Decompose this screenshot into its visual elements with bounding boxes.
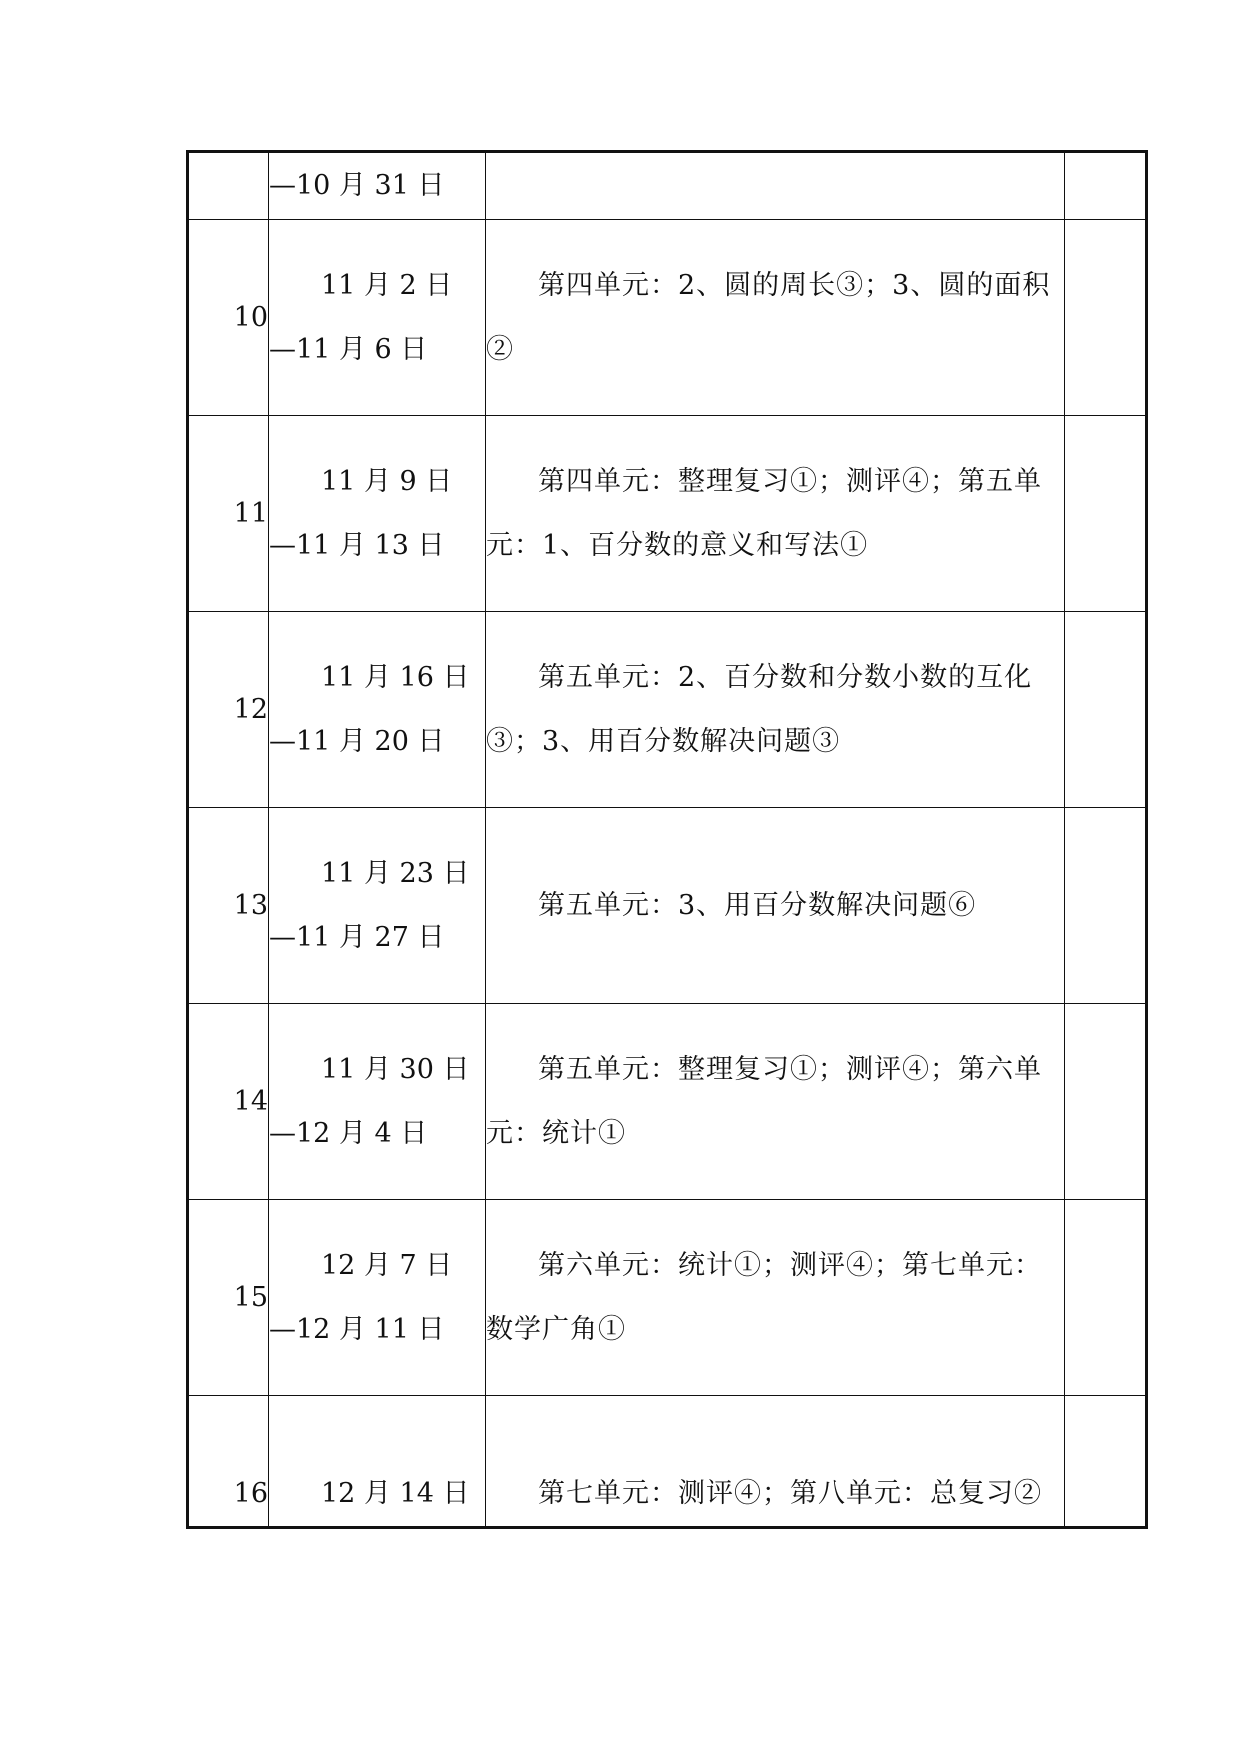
date-start: 12 月 14 日 (321, 1478, 470, 1509)
table-row (188, 220, 1147, 416)
content-text: 第五单元：2、百分数和分数小数的互化③；3、用百分数解决问题③ (486, 661, 1033, 757)
date-cell (269, 152, 486, 220)
table-row (188, 612, 1147, 808)
note-cell (1065, 1200, 1147, 1396)
date-end: —10 月 31 日 (269, 170, 445, 201)
date-end: —11 月 13 日 (269, 529, 445, 561)
table-row (188, 1200, 1147, 1396)
date-start: 11 月 23 日 (321, 857, 470, 889)
week-cell (188, 152, 269, 220)
date-start: 11 月 9 日 (321, 465, 453, 497)
note-cell (1065, 220, 1147, 416)
teaching-schedule-table (186, 150, 1148, 1529)
date-start: 12 月 7 日 (321, 1249, 453, 1281)
date-start: 11 月 16 日 (321, 661, 470, 693)
content-text: 第五单元：整理复习①；测评④；第六单元：统计① (486, 1053, 1042, 1149)
note-cell (1065, 1004, 1147, 1200)
date-end: —11 月 27 日 (269, 921, 445, 953)
content-cell (486, 220, 1065, 416)
date-cell (269, 1004, 486, 1200)
table-row (188, 808, 1147, 1004)
content-text: 第六单元：统计①；测评④；第七单元：数学广角① (486, 1249, 1042, 1345)
date-cell (269, 220, 486, 416)
week-cell: 11 (188, 416, 269, 612)
note-cell (1065, 1396, 1147, 1528)
date-end: —11 月 20 日 (269, 725, 445, 757)
week-cell: 10 (188, 220, 269, 416)
date-start: 11 月 2 日 (321, 269, 453, 301)
date-start: 11 月 30 日 (321, 1053, 470, 1085)
content-cell (486, 1396, 1065, 1528)
content-text: 第四单元：整理复习①；测评④；第五单元：1、百分数的意义和写法① (486, 465, 1042, 561)
date-end: —12 月 4 日 (269, 1117, 428, 1149)
content-text: 第四单元：2、圆的周长③；3、圆的面积② (486, 269, 1051, 365)
content-text: 第七单元：测评④；第八单元：总复习② (538, 1478, 1042, 1509)
table-row (188, 1396, 1147, 1528)
date-end: —12 月 11 日 (269, 1313, 445, 1345)
content-cell (486, 1200, 1065, 1396)
week-cell: 12 (188, 612, 269, 808)
date-cell (269, 808, 486, 1004)
week-cell: 13 (188, 808, 269, 1004)
note-cell (1065, 612, 1147, 808)
note-cell (1065, 808, 1147, 1004)
date-cell (269, 416, 486, 612)
content-cell (486, 808, 1065, 1004)
table-row (188, 1004, 1147, 1200)
table-row (188, 152, 1147, 220)
content-cell (486, 1004, 1065, 1200)
table-row (188, 416, 1147, 612)
date-cell (269, 1200, 486, 1396)
content-cell (486, 152, 1065, 220)
content-cell (486, 416, 1065, 612)
date-end: —11 月 6 日 (269, 333, 428, 365)
date-cell (269, 1396, 486, 1528)
date-cell (269, 612, 486, 808)
week-cell: 15 (188, 1200, 269, 1396)
week-cell: 16 (188, 1396, 269, 1528)
note-cell (1065, 416, 1147, 612)
week-cell: 14 (188, 1004, 269, 1200)
content-text: 第五单元：3、用百分数解决问题⑥ (538, 889, 977, 921)
note-cell (1065, 152, 1147, 220)
content-cell (486, 612, 1065, 808)
